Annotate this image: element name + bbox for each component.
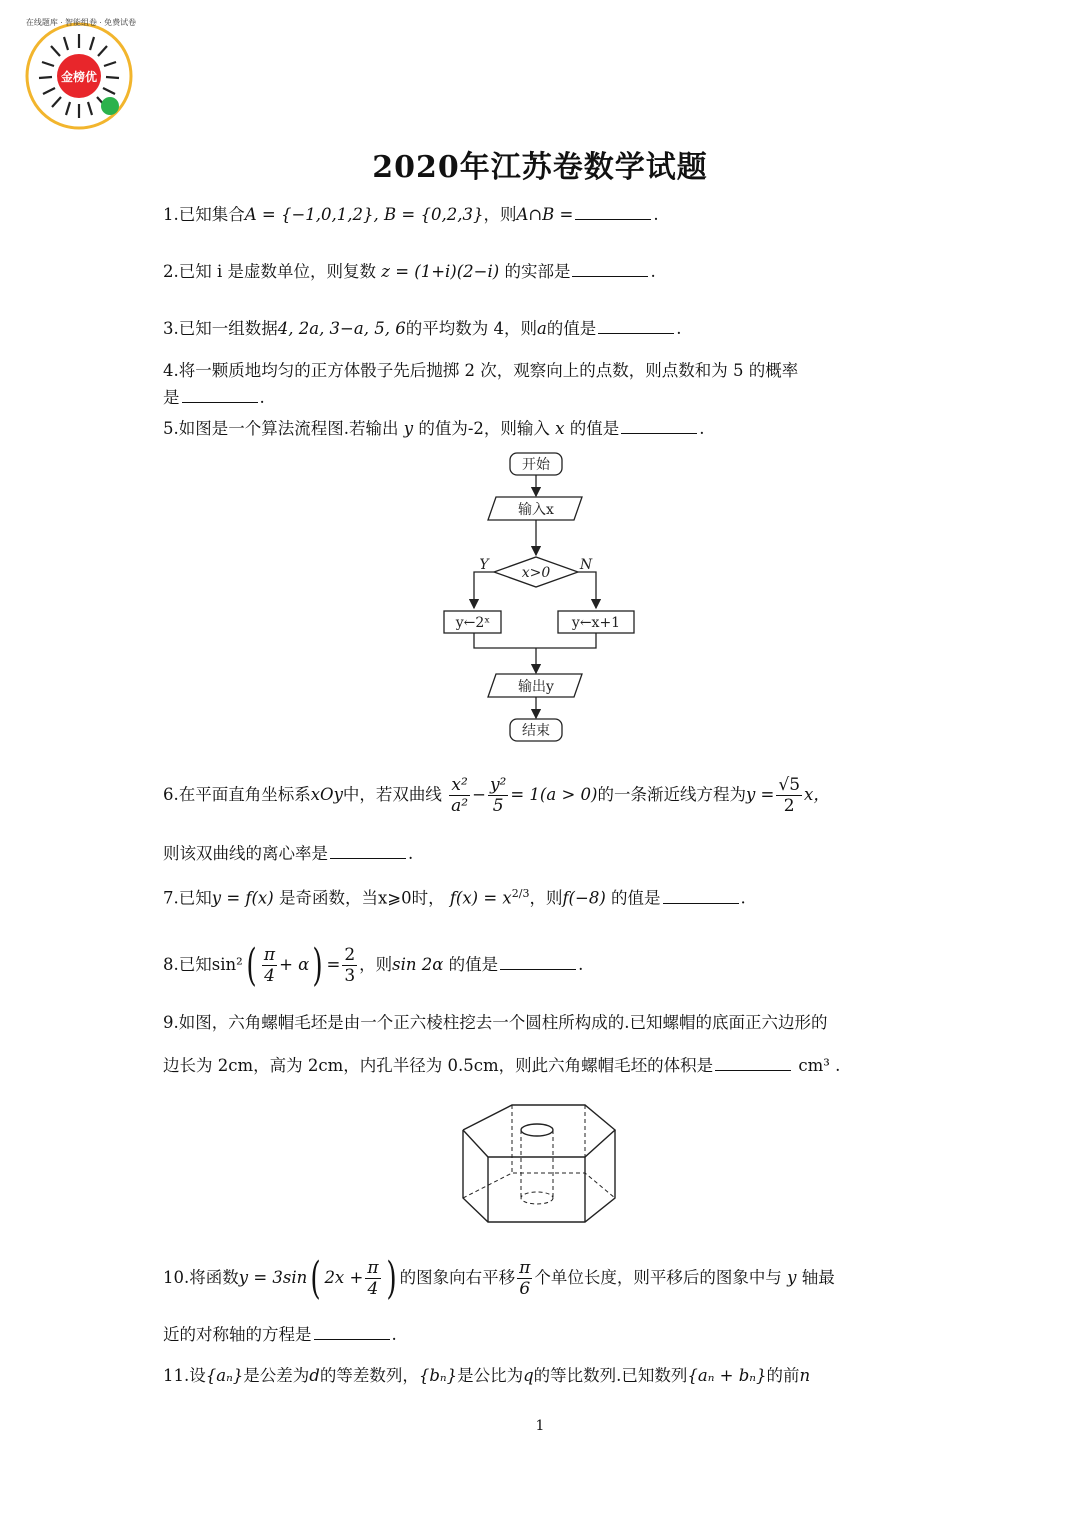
answer-blank <box>621 419 697 434</box>
flowchart <box>430 445 650 750</box>
question-1: 1.已知集合A = {−1,0,1,2}, B = {0,2,3}，则A∩B = . <box>163 205 659 224</box>
flow-input-text: 输入x <box>518 502 554 518</box>
flow-cond-text: x>0 <box>521 565 551 581</box>
logo-ring-text: 在线题库 · 智能组卷 · 免费试卷 <box>25 18 137 27</box>
flow-left-text: y←2ˣ <box>455 615 491 631</box>
qr-logo <box>22 18 140 130</box>
mini-program-icon <box>101 97 119 115</box>
flow-no-label: N <box>579 557 593 573</box>
flow-yes-label: Y <box>479 557 489 573</box>
hex-nut-figure <box>455 1098 635 1228</box>
answer-blank <box>575 205 651 220</box>
page-title: 2020年江苏卷数学试题 <box>372 150 708 185</box>
answer-blank <box>182 388 258 403</box>
flow-start-text: 开始 <box>522 457 550 473</box>
answer-blank <box>663 889 739 904</box>
question-10-line2: 近的对称轴的方程是 . <box>163 1325 397 1344</box>
question-2: 2.已知 i 是虚数单位，则复数 z = (1+i)(2−i) 的实部是 . <box>163 262 656 281</box>
question-6-line2: 则该双曲线的离心率是 . <box>163 844 414 863</box>
hex-top-face <box>463 1105 615 1157</box>
question-4: 4.将一颗质地均匀的正方体骰子先后抛掷 2 次，观察向上的点数，则点数和为 5 的概率 是 . <box>163 361 799 407</box>
hole-top-ellipse <box>521 1124 553 1136</box>
answer-blank <box>715 1056 791 1071</box>
answer-blank <box>330 844 406 859</box>
answer-blank <box>598 319 674 334</box>
answer-blank <box>572 262 648 277</box>
question-8: 8.已知sin²( $\frac{\pi}{4}$ + α) = $\frac{2}{3}$ ，则sin 2α 的值是 . <box>163 939 584 991</box>
answer-blank <box>500 955 576 970</box>
question-5: 5.如图是一个算法流程图.若输出 y 的值为-2，则输入 x 的值是 . <box>163 419 705 438</box>
flow-right-text: y←x+1 <box>571 615 621 631</box>
page-number: 1 <box>535 1418 545 1434</box>
question-11: 11.设{aₙ}是公差为d的等差数列，{bₙ}是公比为q的等比数列.已知数列{aₙ + bₙ}的前n <box>163 1366 811 1385</box>
question-6: 6.在平面直角坐标系xOy中，若双曲线 $\frac{\text{x²}}{\text{a²}}$ − $\frac{\text{y²}}{5}$ = 1(a > 0)的一条渐近线方程为y = $\frac{√5}{2}$ x， <box>163 775 830 816</box>
answer-blank <box>314 1325 390 1340</box>
question-3: 3.已知一组数据4, 2a, 3−a, 5, 6的平均数为 4，则a的值是 . <box>163 319 682 338</box>
logo-center-text: 金榜优 <box>60 70 98 84</box>
question-7: 7.已知y = f(x) 是奇函数，当x⩾0时， $f(x) = x^{2/3}$，则f(−8) 的值是 . <box>163 887 746 908</box>
flow-end-text: 结束 <box>522 723 550 739</box>
question-9: 9.如图，六角螺帽毛坯是由一个正六棱柱挖去一个圆柱所构成的.已知螺帽的底面正六边形的 边长为 2cm，高为 2cm，内孔半径为 0.5cm，则此六角螺帽毛坯的体积是 cm³ . <box>163 1013 841 1075</box>
question-10: 10.将函数y = 3sin( 2x + $\frac{\pi}{4}$ ) 的图象向右平移 $\frac{\pi}{6}$ 个单位长度，则平移后的图象中与 y 轴最 <box>163 1252 835 1304</box>
flow-output-text: 输出y <box>518 679 554 695</box>
